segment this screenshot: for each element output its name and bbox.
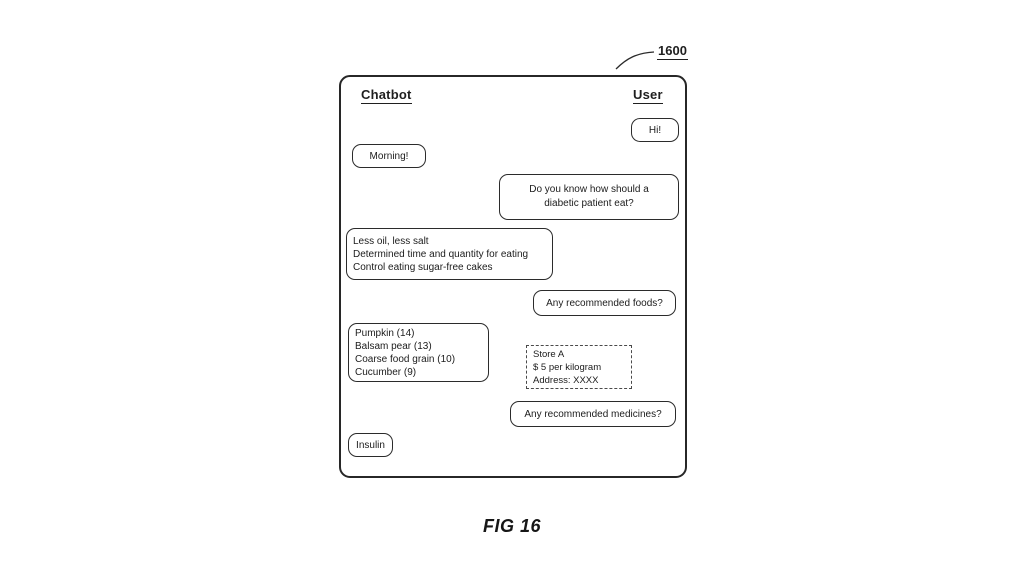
message-line: Balsam pear (13): [355, 340, 432, 352]
figure-caption: FIG 16: [483, 516, 542, 536]
chatbot-message-diet-advice: [346, 228, 553, 280]
message-line: Pumpkin (14): [355, 327, 415, 339]
message-line: Hi!: [648, 124, 662, 136]
message-line: Insulin: [356, 439, 385, 451]
store-annotation-box: [526, 345, 632, 389]
message-line: Any recommended medicines?: [524, 408, 662, 420]
message-line: Do you know how should a: [529, 184, 649, 195]
message-line: Less oil, less salt: [353, 235, 429, 247]
chatbot-message-food-list: [348, 323, 489, 382]
message-line: Coarse food grain (10): [355, 353, 456, 365]
message-line: Morning!: [369, 150, 409, 162]
store-annotation-line: Store A: [533, 348, 565, 360]
store-annotation-line: Address: XXXX: [533, 374, 599, 386]
user-message-hi: [631, 118, 679, 142]
message-line: Determined time and quantity for eating: [353, 248, 529, 260]
chatbot-message-insulin: [348, 433, 393, 457]
user-message-medicines-question: [510, 401, 676, 427]
message-line: Cucumber (9): [355, 366, 417, 378]
reference-leader-line: [616, 52, 654, 69]
user-message-foods-question: [533, 290, 676, 316]
user-column-header: User: [633, 87, 663, 102]
store-annotation-line: $ 5 per kilogram: [533, 361, 602, 373]
message-line: Any recommended foods?: [546, 297, 663, 309]
chatbot-column-header: Chatbot: [361, 87, 412, 102]
chatbot-message-morning: [352, 144, 426, 168]
user-message-diabetic-question: [499, 174, 679, 220]
figure-reference-number: 1600: [658, 43, 687, 58]
message-line: diabetic patient eat?: [544, 198, 634, 209]
message-line: Control eating sugar-free cakes: [353, 261, 493, 273]
